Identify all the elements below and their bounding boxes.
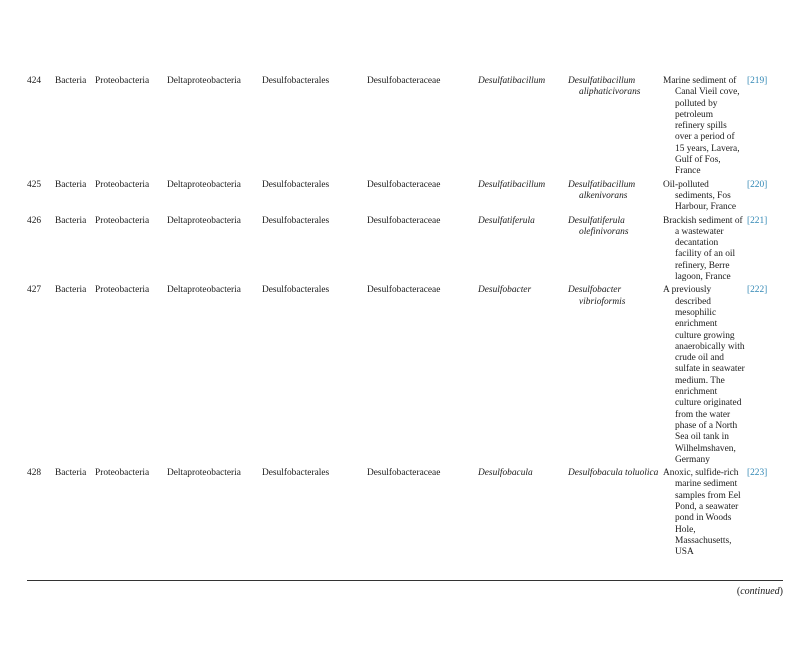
species-name: Desulfobacula toluolica [568,468,659,479]
row-number: 425 [27,179,42,190]
reference-cell [747,466,783,558]
class-cell: Deltaproteobacteria [167,285,241,296]
genus-cell: Desulfatibacillum [478,76,546,86]
class-cell: Deltaproteobacteria [167,179,241,190]
source-cell [663,178,747,214]
isolation-source: Marine sediment of Canal Vieil cove, polluted by petroleum refinery spills over a period of 15 years, Lavera, Gulf of Fos, France [663,76,740,177]
reference-cell [747,178,783,214]
genus-cell: Desulfobacula [478,468,533,479]
isolation-source: Anoxic, sulfide-rich marine sediment samples from Eel Pond, a seawater pond in Woods Hole, Massachusetts, USA [663,468,741,558]
genus-cell: Desulfatibacillum [478,179,546,190]
species-cell [568,178,663,214]
continued-word: continued [740,586,780,597]
table-row [27,74,783,178]
table-row [27,178,783,214]
genus-cell: Desulfobacter [478,285,532,296]
table-body [27,74,783,558]
species-name: Desulfatiferula olefinivorans [568,215,629,237]
reference-cell [747,214,783,284]
family-cell: Desulfobacteraceae [367,285,441,296]
order-cell: Desulfobacterales [262,179,330,190]
isolation-source: Oil-polluted sediments, Fos Harbour, France [663,179,737,213]
isolation-source: Brackish sediment of a wastewater decantation facility of an oil refinery, Berre lagoon, France [663,215,743,283]
family-cell: Desulfobacteraceae [367,215,441,226]
reference-link[interactable]: [221] [747,215,768,226]
continued-note [737,586,783,597]
continued-close-paren: ) [779,586,783,597]
domain-cell: Bacteria [55,76,87,86]
source-cell [663,214,747,284]
phylum-cell: Proteobacteria [95,215,150,226]
table-row [27,214,783,284]
row-number: 424 [27,76,42,86]
species-cell [568,74,663,178]
order-cell: Desulfobacterales [262,76,330,86]
continued-open-paren: ( [736,586,741,597]
reference-link[interactable]: [219] [747,76,768,86]
order-cell: Desulfobacterales [262,285,330,296]
reference-link[interactable]: [222] [747,285,768,296]
class-cell: Deltaproteobacteria [167,468,241,479]
domain-cell: Bacteria [55,179,87,190]
class-cell: Deltaproteobacteria [167,76,241,86]
order-cell: Desulfobacterales [262,468,330,479]
family-cell: Desulfobacteraceae [367,179,441,190]
class-cell: Deltaproteobacteria [167,215,241,226]
row-number: 426 [27,215,42,226]
row-number: 427 [27,285,42,296]
phylum-cell: Proteobacteria [95,285,150,296]
source-cell [663,74,747,178]
species-cell [568,283,663,466]
phylum-cell: Proteobacteria [95,76,150,86]
species-name: Desulfatibacillum alkenivorans [568,179,636,201]
domain-cell: Bacteria [55,215,87,226]
reference-cell [747,283,783,466]
reference-cell [747,74,783,178]
reference-link[interactable]: [220] [747,179,768,190]
table-row [27,283,783,466]
phylum-cell: Proteobacteria [95,179,150,190]
taxonomy-table [27,74,783,558]
order-cell: Desulfobacterales [262,215,330,226]
species-name: Desulfobacter vibrioformis [568,285,626,307]
source-cell [663,466,747,558]
reference-link[interactable]: [223] [747,468,768,479]
species-cell [568,214,663,284]
isolation-source: A previously described mesophilic enrichment culture growing anaerobically with crude oil and sulfate in seawater medium. The enrichment culture originated from the water phase of a North Sea oil tank in Wilhelmshaven, Germany [663,285,745,465]
table-row [27,466,783,558]
source-cell [663,283,747,466]
domain-cell: Bacteria [55,468,87,479]
domain-cell: Bacteria [55,285,87,296]
species-cell [568,466,663,558]
table-bottom-rule [27,580,783,581]
phylum-cell: Proteobacteria [95,468,150,479]
family-cell: Desulfobacteraceae [367,468,441,479]
family-cell: Desulfobacteraceae [367,76,441,86]
species-name: Desulfatibacillum aliphaticivorans [568,76,641,98]
genus-cell: Desulfatiferula [478,215,535,226]
row-number: 428 [27,468,42,479]
